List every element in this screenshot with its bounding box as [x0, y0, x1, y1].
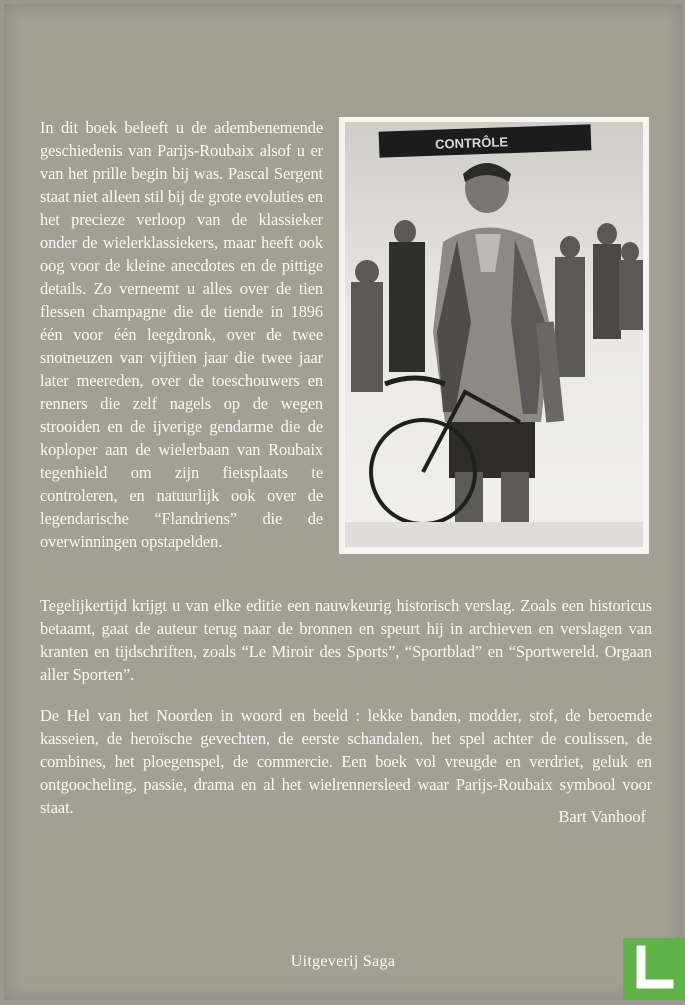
photo-frame — [339, 117, 649, 554]
publisher-name: Uitgeverij Saga — [290, 953, 396, 970]
history-paragraph: Tegelijkertijd krijgt u van elke editie een nauwkeurig historisch verslag. Zoals een historicus betaamt, gaat de auteur terug naar de bronnen en speurt hij in archieven en verslagen van kranten en tijdschriften, zoals “Le Miroir des Sports”, “Sportblad” en “Sportwereld. Orgaan aller Sporten”. — [40, 596, 652, 684]
intro-paragraph: In dit boek beleeft u de adembenemende geschiedenis van Parijs-Roubaix alsof u er van het prille begin bij was. Pascal Sergent staat niet alleen stil bij de grote evoluties en het precieze verloop van de klassieker onder de wielerklassiekers, maar heeft ook oog voor de kleine anecdotes en de pittige details. Zo verneemt u alles over de tien flessen champagne die de tiende in 1896 één voor één leegdronk, over de twee snotneuzen van vijftien jaar die twee jaar later meereden, over de toeschouwers en renners die zelf nagels op de wegen strooiden en de ijverige gendarme die de koploper aan de wielerbaan van Roubaix tegenhield om zijn fietsplaats te controleren, en natuurlijk ook over de legendarische “Flandriens” die de overwinningen opstapelden. — [40, 118, 323, 551]
corner-badge — [623, 938, 685, 1000]
corner-badge-logo — [623, 938, 685, 1000]
cyclist-photo — [345, 122, 643, 547]
banner-text: CONTRÔLE — [434, 134, 509, 152]
cyclist-photo-illustration — [345, 122, 643, 547]
author-signature: Bart Vanhoof — [558, 807, 646, 826]
summary-paragraph: De Hel van het Noorden in woord en beeld : lekke banden, modder, stof, de beroemde kasseien, de heroïsche gevechten, de eerste schandalen, het spel achter de coulissen, de combines, het ploegenspel, de commercie. Een boek vol vreugde en verdriet, geluk en ontgoocheling, passie, drama en al het wielrennersleed waar Parijs-Roubaix symbool voor staat. — [40, 706, 652, 817]
book-back-cover — [4, 4, 682, 1000]
